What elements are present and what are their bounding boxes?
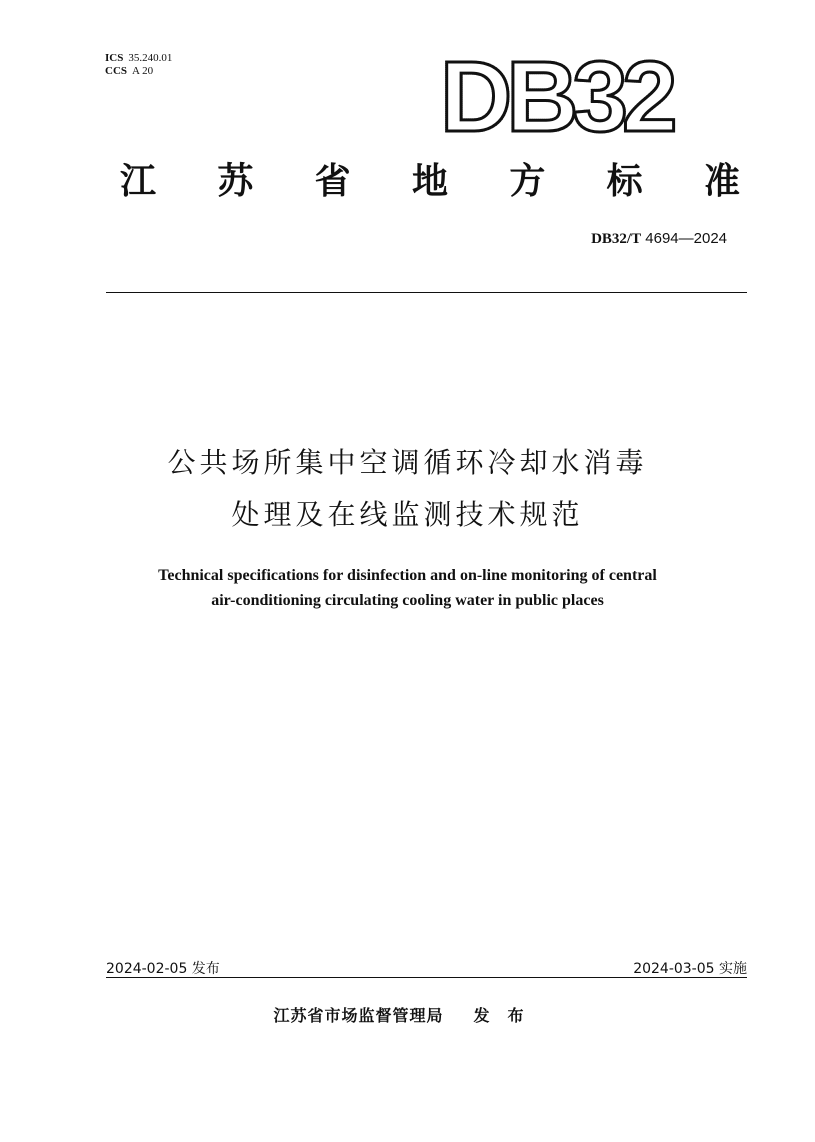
title-char: 省 <box>314 161 351 202</box>
standard-number <box>591 230 727 248</box>
chinese-title-line-2: 处理及在线监测技术规范 <box>231 498 584 531</box>
title-char: 苏 <box>217 161 254 202</box>
ccs-code: CCS A 20 <box>105 65 154 77</box>
title-char: 地 <box>411 161 448 202</box>
english-title-line-1: Technical specifications for disinfection and on-line monitoring of central <box>158 567 657 584</box>
bottom-divider <box>106 977 747 978</box>
title-char: 标 <box>606 161 643 202</box>
standard-type-title <box>120 160 740 204</box>
ics-code: ICS 35.240.01 <box>105 52 173 64</box>
title-char: 江 <box>120 161 157 202</box>
chinese-title-line-1: 公共场所集中空调循环冷却水消毒 <box>167 446 648 479</box>
standard-number-prefix: DB32/T <box>591 231 642 247</box>
issuer-name: 江苏省市场监督管理局 <box>273 1006 444 1025</box>
top-divider <box>106 292 747 293</box>
title-char: 准 <box>703 161 740 202</box>
issuer <box>0 1003 815 1026</box>
implementation-date: 2024-03-05 实施 <box>633 961 747 977</box>
issuer-action: 发布 <box>473 1006 542 1025</box>
standard-number-value: 4694—2024 <box>641 230 727 247</box>
title-char: 方 <box>509 161 546 202</box>
issue-date: 2024-02-05 发布 <box>106 961 220 977</box>
classification-codes <box>105 52 172 78</box>
english-title-line-2: air-conditioning circulating cooling water in public places <box>211 592 604 609</box>
db32-logo: DB32 <box>440 41 672 153</box>
